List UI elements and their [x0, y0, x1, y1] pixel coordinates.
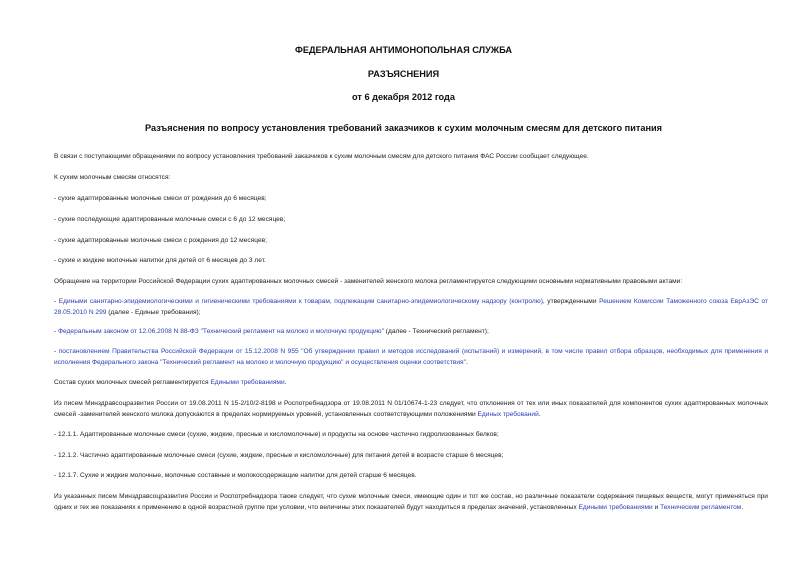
- federal-law-link[interactable]: Федеральным законом от 12.06.2008 N 88-ФЗ "Технический регламент на молоко и молочную продукцию": [58, 328, 384, 335]
- conclusion-paragraph: Из указанных писем Минздравсоцразвития России и Роспотребнадзора также следует, что сухие молочные смеси, имеющие один и тот же состав, но различные показатели содержания пищевых веществ, могут применяться при одних и тех же показаниях к применению в одной возрастной группе при условии, что величины этих показателей будут находиться в пределах значений, установленных Едиными требованиями и Техническим регламентом.: [54, 493, 768, 511]
- list-item: - 12.1.1. Адаптированные молочные смеси (сухие, жидкие, пресные и кисломолочные) и продукты на основе частично гидролизованных белков;: [54, 431, 499, 438]
- acts-intro: Обращение на территории Российской Федерации сухих адаптированных молочных смесей - заменителей женского молока регламентируется следующими основными нормативными правовыми актами:: [54, 278, 683, 285]
- page-title: Разъяснения по вопросу установления требований заказчиков к сухим молочным смесям для детского питания: [144, 123, 663, 133]
- list-item: - сухие и жидкие молочные напитки для детей от 6 месяцев до 3 лет.: [54, 257, 266, 264]
- list-item: - сухие адаптированные молочные смеси с рождения до 12 месяцев;: [54, 237, 267, 244]
- agency-heading: ФЕДЕРАЛЬНАЯ АНТИМОНОПОЛЬНАЯ СЛУЖБА: [294, 45, 512, 55]
- uniform-requirements-link[interactable]: Едиными требованиями: [210, 379, 285, 386]
- doc-type-heading: РАЗЪЯСНЕНИЯ: [367, 69, 440, 79]
- list-item: - сухие последующие адаптированные молочные смеси с 6 до 12 месяцев;: [54, 216, 286, 223]
- composition-paragraph: Состав сухих молочных смесей регламентируется Едиными требованиями.: [54, 379, 287, 386]
- intro-paragraph: В связи с поступающими обращениями по вопросу установления требований заказчиков к сухим молочным смесям для детского питания ФАС России сообщает следующее.: [54, 153, 589, 160]
- act-item-federal-law: - Федеральным законом от 12.06.2008 N 88-ФЗ "Технический регламент на молоко и молочную продукцию" (далее - Технический регламент);: [54, 328, 489, 335]
- technical-regulation-link[interactable]: Техническим регламентом: [660, 503, 742, 511]
- uniform-requirements-link[interactable]: Единых требований: [477, 410, 539, 418]
- doc-date: от 6 декабря 2012 года: [352, 92, 455, 102]
- letters-paragraph: Из писем Минздравсоцразвития России от 19.08.2011 N 15-2/10/2-8198 и Роспотребнадзора от 19.08.2011 N 01/10674-1-23 следует, что отклонения от тех или иных показателей для компонентов сухих адаптированных молочных смесей -заменителей женского молока допускаются в пределах нормируемых уровней, установленных соответствующими положениями Единых требований.: [54, 400, 768, 418]
- list-item: - 12.1.2. Частично адаптированные молочные смеси (сухие, жидкие, пресные и кисломолочные) для питания детей в возрасте старше 6 месяцев;: [54, 452, 504, 459]
- act-item-government-resolution: - постановлением Правительства Российской Федерации от 15.12.2008 N 955 "Об утверждении правил и методов исследований (испытаний) и измерений, в том числе правил отбора образцов, необходимых для применения и исполнения Федерального закона "Технический регламент на молоко и молочную продукцию" и осуществления оценки соответствия".: [54, 348, 768, 366]
- customs-union-decision-link[interactable]: Решением Комиссии Таможенного союза ЕврАзЭС от 28.05.2010 N 299: [54, 298, 769, 316]
- uniform-requirements-link[interactable]: Едиными санитарно-эпидемиологическими и гигиеническими требованиями к товарам, подлежащим санитарно-эпидемиологическому надзору (контролю): [58, 298, 543, 305]
- list-intro: К сухим молочным смесям относятся:: [54, 174, 171, 181]
- uniform-requirements-link[interactable]: Едиными требованиями: [578, 503, 653, 511]
- act-item-uniform-requirements: - Едиными санитарно-эпидемиологическими и гигиеническими требованиями к товарам, подлежащим санитарно-эпидемиологическому надзору (контролю), утвержденными Решением Комиссии Таможенного союза ЕврАзЭС от 28.05.2010 N 299 (далее - Единые требования);: [54, 298, 769, 316]
- government-resolution-link[interactable]: постановлением Правительства Российской Федерации от 15.12.2008 N 955 "Об утверждении правил и методов исследований (испытаний) и измерений, в том числе правил отбора образцов, необходимых для применения и исполнения Федерального закона "Технический регламент на молоко и молочную продукцию" и осуществления оценки соответствия": [54, 348, 768, 366]
- list-item: - сухие адаптированные молочные смеси от рождения до 6 месяцев;: [54, 195, 267, 202]
- list-item: - 12.1.7. Сухие и жидкие молочные, молочные составные и молокосодержащие напитки для детей старше 6 месяцев.: [54, 472, 417, 479]
